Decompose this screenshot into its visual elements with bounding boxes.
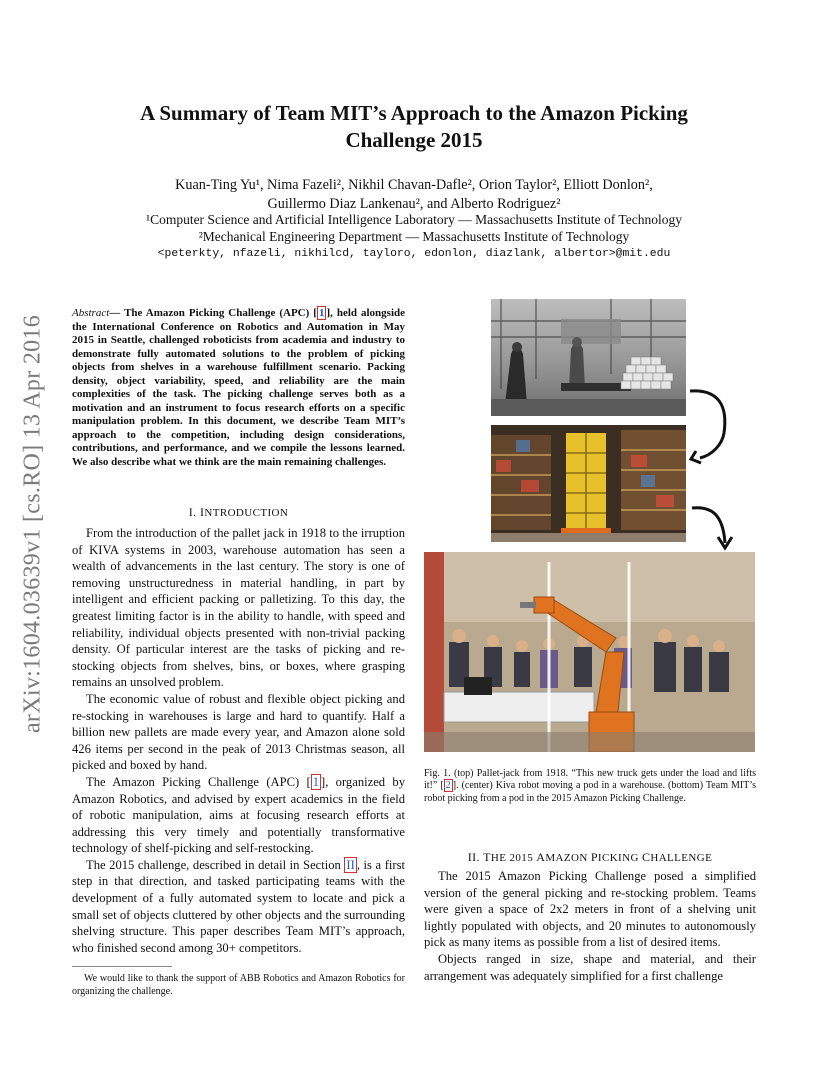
citation-link[interactable]: 1 bbox=[318, 307, 325, 319]
heading-initial: C bbox=[641, 850, 651, 864]
affiliation-1: ¹Computer Science and Artificial Intelligence Laboratory — Massachusetts Institute of Technology bbox=[146, 212, 682, 227]
heading-rest: HE 2015 bbox=[490, 852, 537, 864]
arxiv-sidebar bbox=[18, 284, 48, 764]
affiliation-2: ²Mechanical Engineering Department — Massachusetts Institute of Technology bbox=[198, 229, 630, 244]
author-list bbox=[0, 176, 828, 214]
affiliations bbox=[0, 211, 828, 245]
citation-link[interactable]: 2 bbox=[445, 780, 451, 792]
text: , organized by Amazon Robotics, and advised by expert academics in the field of robotic manipulation, aims at focusing research efforts at addressing this very timely and potentially transformative technology of shelf-picking and self-restocking. bbox=[72, 774, 405, 856]
figure-photo-team-mit-robot bbox=[424, 552, 755, 752]
section2-paragraph-2: Objects ranged in size, shape and material, and their arrangement was adequately simplified for a first challenge bbox=[424, 951, 756, 983]
intro-paragraph-3: The Amazon Picking Challenge (APC) [ 1 ], organized by Amazon Robotics, and advised by expert academics in the field of robotic manipulation, aims at focusing research efforts at addressing this very timely and potentially transformative technology of shelf-picking and self-restocking. bbox=[72, 774, 405, 856]
heading-initial: T bbox=[483, 850, 491, 864]
arxiv-identifier: arXiv:1604.03639v1 [cs.RO] 13 Apr 2016 bbox=[19, 314, 46, 734]
figure-photo-pallet-jack bbox=[491, 299, 686, 416]
section-number: I. bbox=[188, 505, 200, 519]
section-heading-introduction bbox=[72, 505, 405, 520]
section-heading-challenge bbox=[424, 850, 756, 865]
curved-arrow-down-icon bbox=[690, 503, 735, 553]
section2-paragraph-1: The 2015 Amazon Picking Challenge posed a simplified version of the general picking and re-stocking problem. Teams were given a space of 2x2 meters in front of a shelving unit lightly populated with objects, and 20 minutes to autonomously pick as many items as possible from a list of desired items. bbox=[424, 869, 756, 950]
heading-initial: I bbox=[199, 505, 205, 519]
section-number: II. bbox=[467, 850, 484, 864]
heading-initial: P bbox=[590, 850, 598, 864]
curved-arrow-down-icon bbox=[688, 385, 733, 465]
intro-paragraph-4 bbox=[72, 857, 405, 957]
footnote: We would like to thank the support of ABB Robotics and Amazon Robotics for organizing the challenge. bbox=[72, 973, 405, 997]
authors-line-2: Guillermo Diaz Lankenau², and Alberto Rodriguez² bbox=[267, 196, 561, 212]
heading-initial: A bbox=[536, 850, 546, 864]
title-line-2: Challenge 2015 bbox=[345, 128, 483, 152]
footnote-rule bbox=[72, 966, 172, 967]
text: Fig. 1. (top) Pallet-jack from 1918. “This new truck gets under the load and lifts it!” bbox=[424, 768, 756, 792]
text: The Amazon Picking Challenge (APC) bbox=[86, 774, 307, 789]
authors-line-1: Kuan-Ting Yu¹, Nima Fazeli², Nikhil Chavan-Dafle², Orion Taylor², Elliott Donlon², bbox=[175, 177, 653, 193]
abstract: Abstract— The Amazon Picking Challenge (APC) [ 1 ], held alongside the International Conference on Robotics and Automation in May 2015 in Seattle, challenged roboticists from academia and industry to demonstrate fully automated solutions to the problem of picking objects from shelves in a warehouse fulfillment scenario. Packing density, object variability, speed, and reliability are the main complexities of the task. The picking challenge serves both as a motivation and an instrument to focus research efforts on a specific manipulation problem. In this document, we describe Team MIT’s approach to the competition, including design considerations, contributions, and performance, and we compile the lessons learned. We also describe what we think are the main remaining challenges. bbox=[72, 307, 406, 468]
intro-body bbox=[72, 525, 405, 956]
abstract-text-a: — The Amazon Picking Challenge (APC) bbox=[109, 307, 314, 319]
title-line-1: A Summary of Team MIT’s Approach to the Amazon Picking bbox=[140, 101, 688, 125]
heading-rest: HALLENGE bbox=[650, 852, 713, 864]
abstract-label: Abstract bbox=[72, 307, 110, 319]
figure-caption: Fig. 1. (top) Pallet-jack from 1918. “This new truck gets under the load and lifts it!” [ 2 ]. (center) Kiva robot moving a pod in a warehouse. (bottom) Team MIT’s robot picking from a pod in the 2015 Amazon Picking Challenge. bbox=[424, 768, 757, 804]
paper-title bbox=[0, 100, 828, 154]
author-emails: <peterkty, nfazeli, nikhilcd, tayloro, edonlon, diazlank, albertor>@mit.edu bbox=[157, 248, 671, 260]
intro-paragraph-1: From the introduction of the pallet jack in 1918 to the irruption of KIVA systems in 2003, warehouse automation has seen a wealth of advancements in the last century. The story is one of removing unstructuredness in material handling, in part by intelligent and efficient packing or palletizing. To this day, the greatest limiting factor is in the ability to handle, with speed and reliability, individual objects presented with non-trivial packing density. Of particular interest are the tasks of picking and re-stocking objects from shelves, bins, or boxes, where grasping remains an unsolved problem. bbox=[72, 526, 405, 690]
heading-rest: ICKING bbox=[597, 852, 642, 864]
section-ref-link[interactable]: II bbox=[346, 857, 355, 872]
abstract-text-b: , held alongside the International Conference on Robotics and Automation in May 2015 in Seattle, challenged roboticists from academia and industry to demonstrate fully automated solutions to the problem of picking objects from shelves in a warehouse fulfillment scenario. Packing density, object variability, speed, and reliability are the main complexities of the task. The picking challenge serves both as a motivation and an instrument to focus research efforts on a specific manipulation problem. In this document, we describe Team MIT’s approach to the competition, including design considerations, contributions, and performance, and we compile the lessons learned. We also describe what we think are the main remaining challenges. bbox=[72, 307, 406, 468]
text: . (center) Kiva robot moving a pod in a warehouse. (bottom) Team MIT’s robot picking from a pod in the 2015 Amazon Picking Challenge. bbox=[424, 780, 757, 804]
citation-link[interactable]: 1 bbox=[312, 774, 320, 789]
heading-rest: MAZON bbox=[545, 852, 591, 864]
text: The 2015 challenge, described in detail in Section bbox=[86, 857, 345, 872]
text: , is a first step in that direction, and tasked participating teams with the development of a fully automated system to locate and pick a small set of objects cluttered by other objects and the surrounding shelving structure. This paper describes Team MIT’s approach, who finished second among 30+ competitors. bbox=[72, 857, 405, 955]
intro-paragraph-2: The economic value of robust and flexible object picking and re-stocking in warehouses is large and hard to quantify. Half a billion new pallets are made every year, and Amazon alone sold 426 items per second in the peak of 2013 Christmas season, all picked and boxed by hand. bbox=[72, 691, 405, 773]
heading-rest: NTRODUCTION bbox=[204, 507, 289, 519]
figure-photo-kiva-warehouse bbox=[491, 425, 686, 542]
section2-body bbox=[424, 868, 756, 984]
